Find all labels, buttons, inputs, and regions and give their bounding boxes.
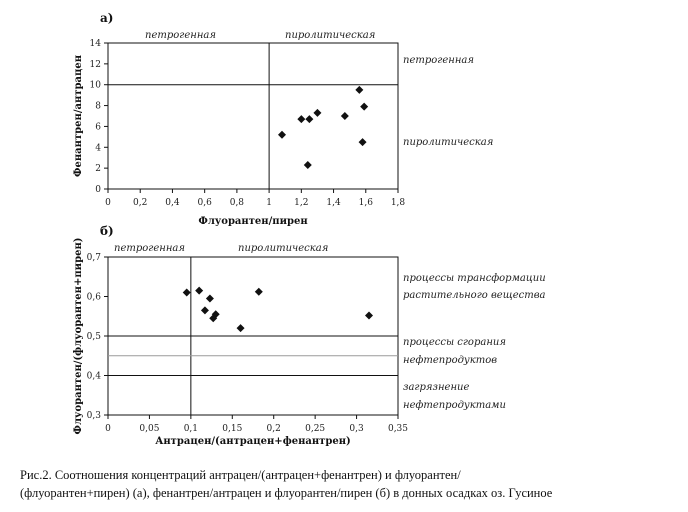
chart-b-annotation-right-1b: растительного вещества [403,290,546,301]
chart-b-annotation-right-3a: загрязнение [403,382,470,393]
chart-a-annotation-top-left: петрогенная [145,30,216,41]
chart-b-annotation-top-left: петрогенная [114,243,185,254]
chart-b-annotation-top-right: пиролитическая [238,243,329,254]
chart-b-x-tick-label: 0,05 [139,424,160,434]
chart-a-y-tick-label: 10 [89,80,101,91]
chart-a-y-ticks [90,39,108,195]
chart-a-x-tick-label: 0,8 [229,198,245,208]
chart-a-point [359,138,367,146]
chart-a-y-tick-label: 12 [89,59,101,70]
chart-a-y-tick-label: 6 [95,122,101,133]
chart-a-point [360,103,368,111]
chart-b-y-tick-label: 0,3 [86,411,101,421]
chart-b-point [255,288,263,296]
chart-b-panel-label: б) [100,224,114,238]
chart-a-point [304,161,312,169]
chart-b-y-tick-label: 0,6 [86,292,101,303]
chart-b-annotation-right-3b: нефтепродуктами [403,400,506,411]
chart-a-x-tick-label: 1,8 [390,198,406,208]
chart-b-x-tick-label: 0,2 [266,424,281,434]
chart-b-y-tick-label: 0,4 [86,371,101,382]
chart-a-x-tick-label: 0,6 [197,198,212,208]
chart-a-annotation-top-right: пиролитическая [285,30,376,41]
chart-a-point [313,109,321,117]
chart-b [73,224,546,447]
chart-b-x-tick-label: 0,15 [222,424,243,434]
chart-a-x-tick-label: 1 [266,198,272,208]
chart-b-y-tick-label: 0,7 [86,253,101,263]
chart-a-plot-area [108,43,398,189]
chart-b-point [183,289,191,297]
chart-b-y-axis-label: Флуорантен/(флуорантен+пирен) [73,237,84,435]
chart-b-points [183,287,373,333]
chart-b-y-tick-label: 0,5 [86,332,101,342]
chart-b-point [237,324,245,332]
chart-a-y-tick-label: 14 [89,39,101,49]
chart-b-x-axis-label: Антрацен/(антрацен+фенантрен) [155,436,351,447]
figure-caption [20,466,680,502]
chart-b-point [365,311,373,319]
chart-a-y-axis-label: Фенантрен/антрацен [73,54,84,178]
chart-a-y-tick-label: 2 [95,164,101,175]
chart-a-y-tick-label: 8 [95,101,101,112]
chart-b-annotation-right-2a: процессы сгорания [403,337,506,348]
chart-a-x-tick-label: 0 [105,198,111,208]
chart-a-annotation-right-upper: петрогенная [403,55,474,66]
caption-line-2: (флуорантен+пирен) (а), фенантрен/антрацен и флуорантен/пирен (б) в донных осадках оз. Гусиное [20,486,553,500]
chart-a-panel-label: а) [100,11,114,25]
chart-a-x-tick-label: 1,6 [358,198,373,208]
chart-b-x-tick-label: 0,35 [387,424,409,434]
chart-a-x-tick-label: 0,2 [133,198,148,208]
chart-b-x-ticks [105,415,408,434]
chart-a-x-ticks [105,189,405,208]
chart-b-annotation-right-2b: нефтепродуктов [403,355,498,366]
chart-a-y-tick-label: 0 [95,185,101,195]
chart-b-point [206,294,214,302]
chart-a-x-tick-label: 1,4 [326,198,341,208]
chart-b-point [201,306,209,314]
caption-line-1: Рис.2. Соотношения концентраций антрацен/(антрацен+фенантрен) и флуорантен/ [20,468,461,482]
chart-a-x-tick-label: 1,2 [294,198,309,208]
chart-a-y-tick-label: 4 [95,143,101,154]
chart-a-x-axis-label: Флуорантен/пирен [198,216,308,227]
chart-a-annotation-right-lower: пиролитическая [403,137,494,148]
chart-a-points [278,86,368,169]
chart-b-point [195,287,203,295]
chart-b-x-tick-label: 0,1 [183,424,199,434]
chart-b-x-tick-label: 0,25 [305,424,326,434]
chart-b-y-ticks [87,253,108,421]
chart-a-x-tick-label: 0,4 [165,198,180,208]
chart-a [73,11,493,227]
chart-a-point [341,112,349,120]
chart-a-point [297,115,305,123]
chart-a-point [278,131,286,139]
chart-a-point [305,115,313,123]
chart-b-x-tick-label: 0 [105,424,111,434]
chart-a-point [355,86,363,94]
chart-b-x-tick-label: 0,3 [349,424,364,434]
chart-b-annotation-right-1a: процессы трансформации [403,273,546,284]
